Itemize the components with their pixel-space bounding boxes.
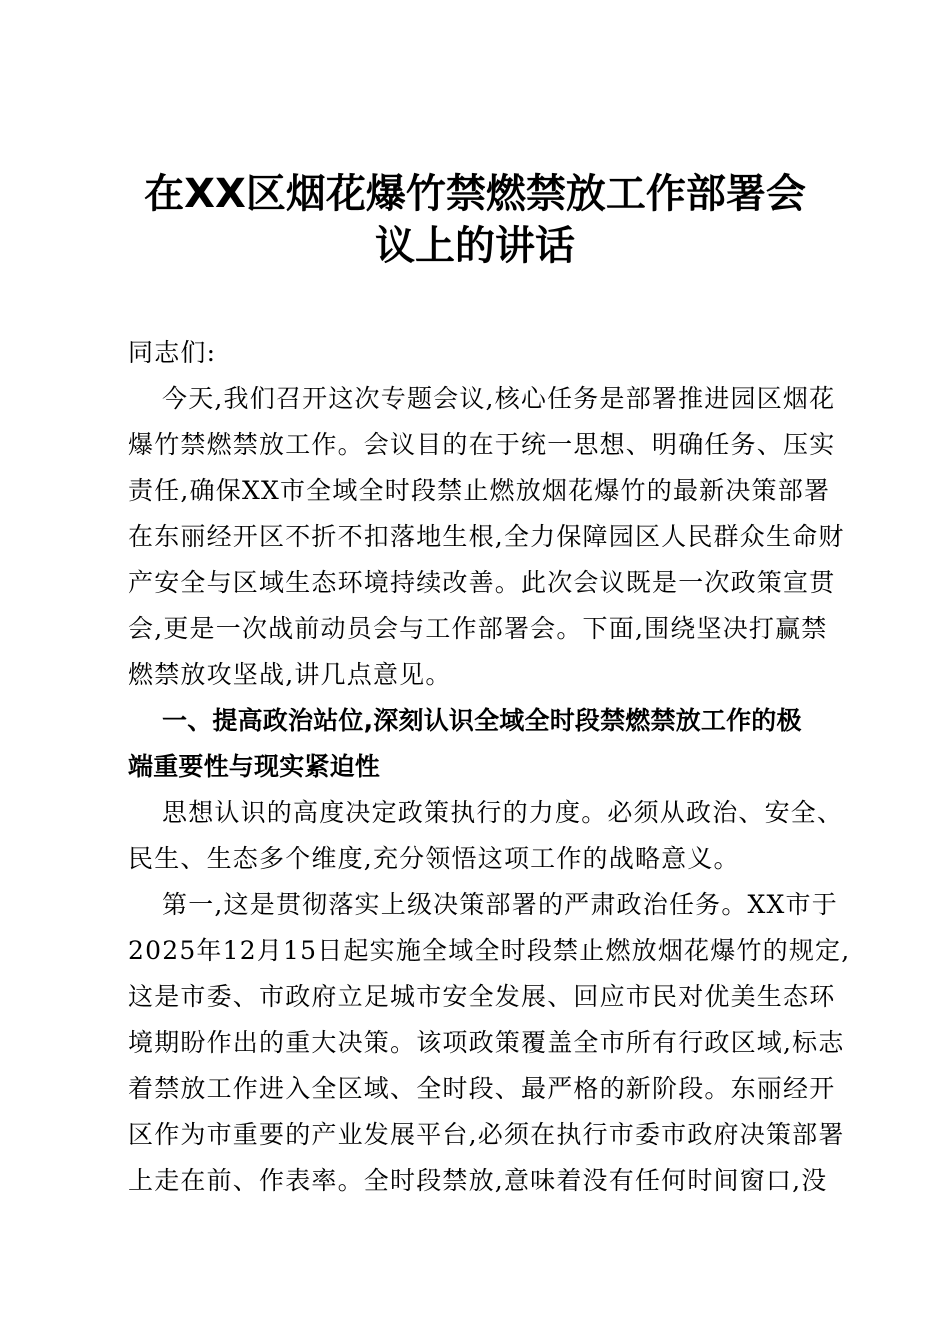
document-title bbox=[120, 168, 830, 272]
text-line: 今天,我们召开这次专题会议,核心任务是部署推进园区烟花 bbox=[162, 384, 836, 413]
text-line: 产安全与区域生态环境持续改善。此次会议既是一次政策宣贯 bbox=[128, 568, 836, 597]
paragraph-point-1 bbox=[128, 882, 851, 1204]
text-line: 责任,确保XX市全域全时段禁止燃放烟花爆竹的最新决策部署 bbox=[128, 476, 831, 505]
text-line: 区作为市重要的产业发展平台,必须在执行市委市政府决策部署 bbox=[128, 1120, 845, 1149]
text-line: 境期盼作出的重大决策。该项政策覆盖全市所有行政区域,标志 bbox=[128, 1028, 845, 1057]
salutation: 同志们: bbox=[128, 338, 217, 367]
section-heading-1 bbox=[128, 698, 830, 790]
text-line: 着禁放工作进入全区域、全时段、最严格的新阶段。东丽经开 bbox=[128, 1074, 836, 1103]
text-line: 第一,这是贯彻落实上级决策部署的严肃政治任务。XX市于 bbox=[162, 890, 838, 919]
title-line: 在XX区烟花爆竹禁燃禁放工作部署会 bbox=[144, 171, 806, 217]
text-line: 会,更是一次战前动员会与工作部署会。下面,围绕坚决打赢禁 bbox=[128, 614, 828, 643]
text-line: 爆竹禁燃禁放工作。会议目的在于统一思想、明确任务、压实 bbox=[128, 430, 836, 459]
text-line: 思想认识的高度决定政策执行的力度。必须从政治、安全、 bbox=[162, 798, 844, 827]
text-line: 在东丽经开区不折不扣落地生根,全力保障园区人民群众生命财 bbox=[128, 522, 845, 551]
document-body bbox=[128, 330, 851, 1204]
heading-line: 一、提高政治站位,深刻认识全域全时段禁燃禁放工作的极 bbox=[162, 706, 802, 735]
text-line: 上走在前、作表率。全时段禁放,意味着没有任何时间窗口,没 bbox=[128, 1166, 828, 1195]
heading-line: 端重要性与现实紧迫性 bbox=[128, 752, 381, 781]
text-line: 民生、生态多个维度,充分领悟这项工作的战略意义。 bbox=[128, 844, 740, 873]
paragraph-section-1-intro bbox=[128, 790, 844, 882]
text-line: 燃禁放攻坚战,讲几点意见。 bbox=[128, 660, 452, 689]
paragraph-intro bbox=[128, 376, 845, 698]
text-line: 这是市委、市政府立足城市安全发展、回应市民对优美生态环 bbox=[128, 982, 836, 1011]
title-line: 议上的讲话 bbox=[375, 223, 575, 269]
text-line: 2025年12月15日起实施全域全时段禁止燃放烟花爆竹的规定, bbox=[128, 936, 851, 965]
